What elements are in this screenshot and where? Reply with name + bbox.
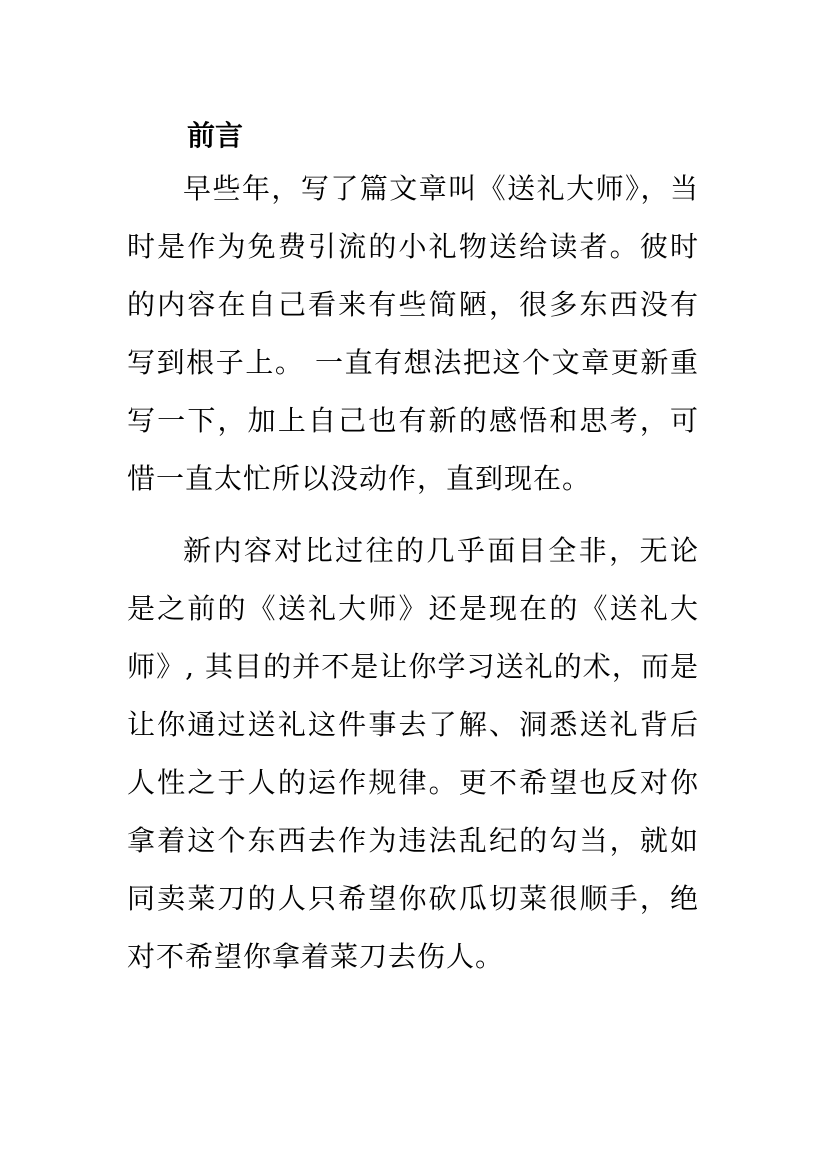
paragraph-2: 新内容对比过往的几乎面目全非，无论是之前的《送礼大师》还是现在的《送礼大师》, 其目的并不是让你学习送礼的术，而是让你通过送礼这件事去了解、洞悉送礼背后人性之于人的运作规律。更不希望也反对你拿着这个东西去作为违法乱纪的勾当，就如同卖菜刀的人只希望你砍瓜切菜很顺手，绝对不希望你拿着菜刀去伤人。 xyxy=(127,534,699,973)
document-body xyxy=(127,112,699,986)
paragraph-1: 早些年，写了篇文章叫《送礼大师》，当时是作为免费引流的小礼物送给读者。彼时的内容在自己看来有些简陋，很多东西没有写到根子上。 一直有想法把这个文章更新重写一下，加上自己也有新的感悟和思考，可惜一直太忙所以没动作，直到现在。 xyxy=(127,172,699,495)
section-heading: 前言 xyxy=(187,119,244,152)
